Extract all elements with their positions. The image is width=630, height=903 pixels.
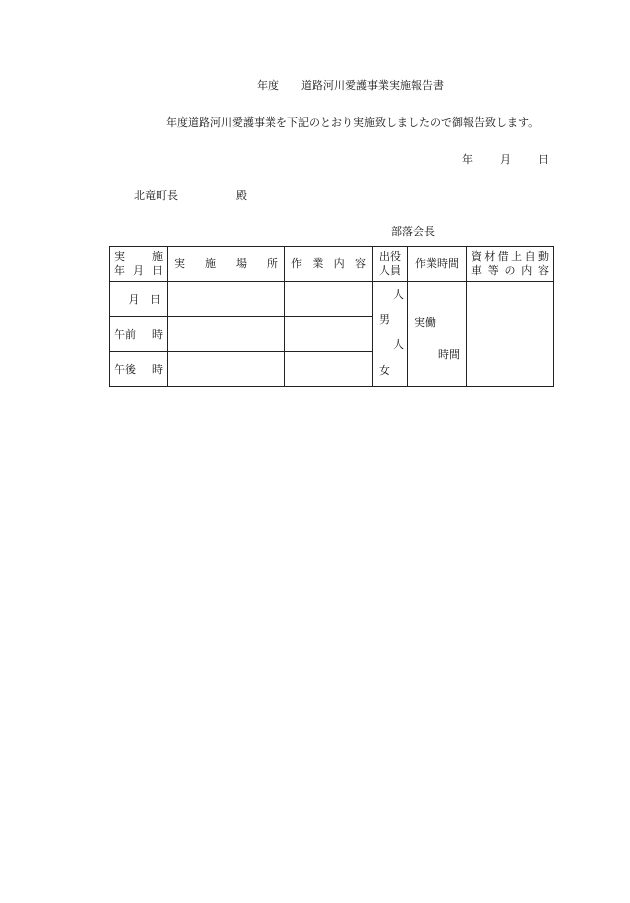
hours-unit-label: 時間 [438,348,460,361]
date-month: 月 [500,153,511,166]
header-text: 月 [133,264,144,277]
equipment-cell[interactable] [467,282,554,387]
header-text: 場 [236,257,247,270]
header-work-time: 作業時間 [408,247,467,282]
work-content-cell[interactable] [285,282,373,317]
header-text: 動 [537,250,549,263]
sender: 部落会長 [391,225,435,238]
header-text: 作 [291,257,302,270]
header-text: 内 [333,257,345,270]
header-text: 自 [524,250,536,263]
header-place [168,247,285,282]
header-text: の [504,264,516,277]
date-day: 日 [538,153,549,166]
hour-label: 時 [152,363,163,376]
people-unit-label: 人 [393,338,404,351]
place-cell[interactable] [168,282,285,317]
header-work [285,247,373,282]
addressee-name: 北竜町長 [134,189,178,202]
date-cell[interactable] [110,282,168,317]
header-text: 実 [174,257,185,270]
report-title [257,77,444,93]
header-text: 年 [114,264,125,277]
work-content-cell[interactable] [285,317,373,352]
place-cell[interactable] [168,352,285,387]
place-cell[interactable] [168,317,285,352]
header-text: 日 [152,264,163,277]
header-text: 出役 [379,250,401,263]
start-time-cell[interactable] [110,317,168,352]
header-text: 施 [205,257,216,270]
header-text: 所 [267,257,278,270]
actual-work-label: 実働 [414,316,436,329]
work-hours-cell[interactable] [408,282,467,387]
end-time-cell[interactable] [110,352,168,387]
day-label: 日 [150,293,161,306]
male-label: 男 [379,313,390,326]
staff-count-cell[interactable] [373,282,408,387]
header-text: 容 [354,257,366,270]
addressee-honorific: 殿 [236,189,247,202]
header-text: 借 [497,250,509,263]
intro-text: 年度道路河川愛護事業を下記のとおり実施致しましたので御報告致します。 [166,116,540,129]
work-content-cell[interactable] [285,352,373,387]
header-text: 資 [471,250,482,263]
am-label: 午前 [114,328,136,341]
report-table [109,246,554,387]
title-year: 年度 [257,79,279,92]
header-text: 等 [487,264,499,277]
title-name: 道路河川愛護事業実施報告書 [301,79,444,92]
month-label: 月 [128,293,140,306]
people-unit-label: 人 [393,288,404,301]
header-text: 実 [114,250,125,263]
header-text: 材 [484,250,496,263]
report-date [462,151,549,167]
pm-label: 午後 [114,363,136,376]
header-text: 車 [471,264,482,277]
header-text: 上 [511,250,523,263]
header-text: 内 [521,264,533,277]
header-text: 業 [312,257,324,270]
female-label: 女 [379,364,390,377]
header-text: 施 [152,250,163,263]
header-date [110,247,168,282]
header-staff [373,247,408,282]
addressee [134,187,247,203]
header-equipment [467,247,554,282]
header-text: 容 [538,264,549,277]
header-text: 人員 [379,264,401,277]
table-header-row [110,247,554,282]
hour-label: 時 [152,328,163,341]
date-year: 年 [462,153,473,166]
table-row [110,282,554,317]
